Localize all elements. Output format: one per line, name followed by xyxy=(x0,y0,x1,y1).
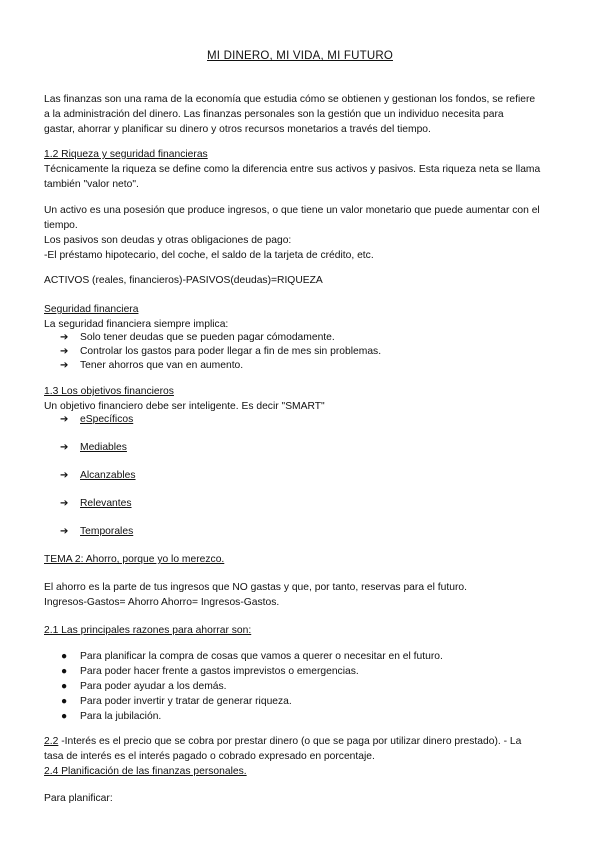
paragraph-line: -El préstamo hipotecario, del coche, el saldo de la tarjeta de crédito, etc. xyxy=(44,250,374,261)
paragraph-line: Un activo es una posesión que produce ingresos, o que tiene un valor monetario que puede aumentar con el xyxy=(44,205,540,216)
list-item: ● Para planificar la compra de cosas que vamos a querer o necesitar en el futuro. xyxy=(61,651,443,662)
arrow-bullet-icon: ➔ xyxy=(60,470,69,481)
bullet-icon: ● xyxy=(61,681,68,692)
bullet-icon: ● xyxy=(61,651,68,662)
section-heading: 2.4 Planificación de las finanzas personales. xyxy=(44,766,247,777)
list-item: ➔ Controlar los gastos para poder llegar a fin de mes sin problemas. xyxy=(60,346,382,357)
list-item: ● Para poder invertir y tratar de generar riqueza. xyxy=(61,696,292,707)
section-heading: 1.3 Los objetivos financieros xyxy=(44,386,174,397)
arrow-bullet-icon: ➔ xyxy=(60,442,69,453)
section-heading: 1.2 Riqueza y seguridad financieras xyxy=(44,149,208,160)
section-2-1-heading: 2.1 Las principales razones para ahorrar son: xyxy=(44,625,252,636)
section-heading: Seguridad financiera xyxy=(44,304,139,315)
list-item: ● Para poder hacer frente a gastos imprevistos o emergencias. xyxy=(61,666,359,677)
activo-paragraph xyxy=(44,203,564,263)
bullet-icon: ● xyxy=(61,711,68,722)
list-item: ➔ Temporales xyxy=(60,526,134,537)
document-title: MI DINERO, MI VIDA, MI FUTURO xyxy=(207,50,393,62)
section-1-2 xyxy=(44,147,564,192)
paragraph-line: también "valor neto". xyxy=(44,179,139,190)
tema-2-heading: TEMA 2: Ahorro, porque yo lo merezco. xyxy=(44,554,225,565)
list-item: ● Para poder ayudar a los demás. xyxy=(61,681,227,692)
list-item: ● Para la jubilación. xyxy=(61,711,162,722)
list-item: ➔ eSpecíficos xyxy=(60,414,134,425)
list-item: ➔ Relevantes xyxy=(60,498,132,509)
paragraph-line: Ingresos-Gastos= Ahorro Ahorro= Ingresos-Gastos. xyxy=(44,597,280,608)
seguridad-list xyxy=(44,331,564,373)
paragraph-line: Técnicamente la riqueza se define como la diferencia entre sus activos y pasivos. Esta riqueza neta se llama xyxy=(44,164,541,175)
list-item: ➔ Solo tener deudas que se pueden pagar cómodamente. xyxy=(60,332,335,343)
seguridad-section xyxy=(44,302,564,332)
intro-line: a la administración del dinero. Las finanzas personales son la gestión que un individuo necesita para xyxy=(44,109,504,120)
arrow-bullet-icon: ➔ xyxy=(60,414,69,425)
paragraph-line: tasa de interés es el interés pagado o cobrado expresado en porcentaje. xyxy=(44,751,375,762)
paragraph-line: tiempo. xyxy=(44,220,78,231)
intro-line: Las finanzas son una rama de la economía que estudia cómo se obtienen y gestionan los fondos, se refiere xyxy=(44,94,536,105)
list-item: ➔ Alcanzables xyxy=(60,470,136,481)
razones-list xyxy=(44,650,564,725)
bullet-icon: ● xyxy=(61,696,68,707)
section-2-2 xyxy=(44,734,564,779)
arrow-bullet-icon: ➔ xyxy=(60,346,69,357)
paragraph-line: El ahorro es la parte de tus ingresos que NO gastas y que, por tanto, reservas para el futuro. xyxy=(44,582,467,593)
riqueza-formula: ACTIVOS (reales, financieros)-PASIVOS(deudas)=RIQUEZA xyxy=(44,275,323,286)
section-number: 2.2 xyxy=(44,736,59,747)
intro-paragraph xyxy=(44,92,564,137)
section-1-3 xyxy=(44,384,564,414)
paragraph-line: Los pasivos son deudas y otras obligaciones de pago: xyxy=(44,235,292,246)
bullet-icon: ● xyxy=(61,666,68,677)
paragraph-line: 2.2 -Interés es el precio que se cobra por prestar dinero (o que se paga por utilizar dinero prestado). - La xyxy=(44,736,522,747)
paragraph-line: La seguridad financiera siempre implica: xyxy=(44,319,229,330)
intro-line: gastar, ahorrar y planificar su dinero y otros recursos monetarios a través del tiempo. xyxy=(44,124,431,135)
arrow-bullet-icon: ➔ xyxy=(60,526,69,537)
arrow-bullet-icon: ➔ xyxy=(60,498,69,509)
planificar-text: Para planificar: xyxy=(44,793,113,804)
arrow-bullet-icon: ➔ xyxy=(60,332,69,343)
paragraph-line: Un objetivo financiero debe ser inteligente. Es decir "SMART" xyxy=(44,401,325,412)
ahorro-paragraph xyxy=(44,580,564,610)
list-item: ➔ Tener ahorros que van en aumento. xyxy=(60,360,244,371)
smart-list xyxy=(44,413,564,553)
list-item: ➔ Mediables xyxy=(60,442,127,453)
arrow-bullet-icon: ➔ xyxy=(60,360,69,371)
